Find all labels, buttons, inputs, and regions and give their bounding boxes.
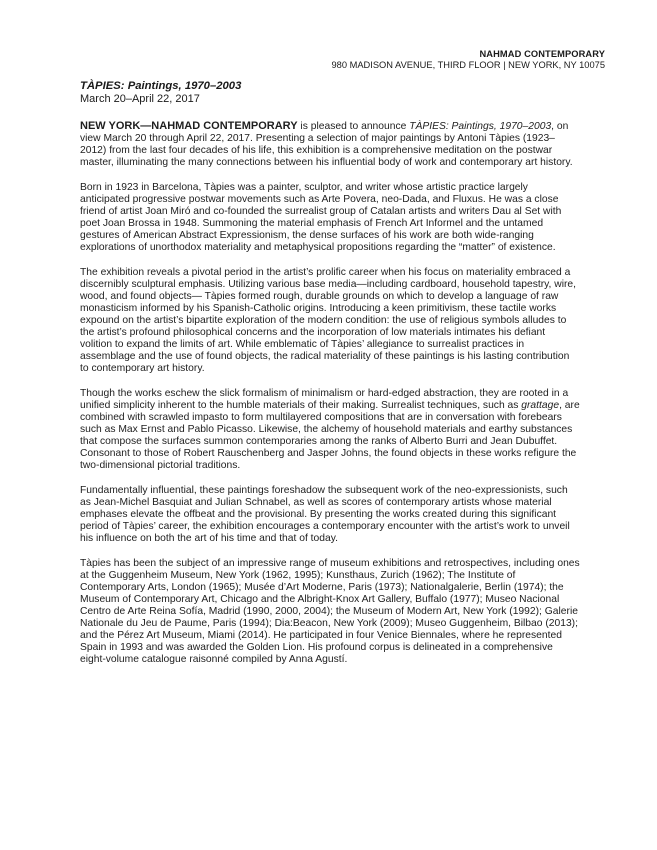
exhibition-header <box>80 80 241 106</box>
paragraph-influence: Fundamentally influential, these paintings foreshadow the subsequent work of the neo-expressionists, such as Jean-Michel Basquiat and Julian Schnabel, as well as scores of contemporary artists whose material emphases elevate the offbeat and the provisional. By presenting the works created during this significant period of Tàpies’ career, the exhibition encourages a contemporary encounter with the artist’s work to unveil his influence on both the art of his time and that of today. <box>80 485 570 544</box>
techniques-text-a: Though the works eschew the slick formalism of minimalism or hard-edged abstraction, they are rooted in a unified simplicity inherent to the humble materials of their making. Surrealist techniques, such as <box>80 388 569 411</box>
gallery-address: 980 MADISON AVENUE, THIRD FLOOR | NEW YORK, NY 10075 <box>331 60 605 70</box>
letterhead <box>332 49 606 71</box>
paragraph-biography: Born in 1923 in Barcelona, Tàpies was a painter, sculptor, and writer whose artistic practice largely anticipated progressive postwar movements such as Arte Povera, neo-Dada, and Fluxus. He was a close friend of artist Joan Miró and co-founded the surrealist group of Catalan artists and writers Dau al Set with poet Joan Brossa in 1948. Summoning the material emphasis of French Art Informel and the untamed gestures of American Abstract Expressionism, the dense surfaces of his work are both wide-ranging explorations of unorthodox materiality and metaphysical propositions regarding the “matter” of existence. <box>80 182 562 253</box>
techniques-term: grattage <box>521 400 560 411</box>
press-release-body <box>80 120 580 679</box>
intro-text-a: is pleased to announce <box>297 121 410 132</box>
intro-text-b: , on view March 20 through April 22, 2017. Presenting a selection of major paintings by Antoni Tàpies (1923–2012) from the last four decades of his life, this exhibition is a comprehensive meditation on the postwar master, illuminating the many connections between his influential body of work and contemporary art history. <box>80 121 573 168</box>
intro-title: TÀPIES: Paintings, 1970–2003 <box>409 121 552 132</box>
paragraph-techniques <box>80 388 580 472</box>
paragraph-intro <box>80 120 580 169</box>
paragraph-exhibition: The exhibition reveals a pivotal period in the artist’s prolific career when his focus on materiality embraced a discernibly sculptural emphasis. Utilizing various base media—including cardboard, household tapestry, wire, wood, and found objects— Tàpies formed rough, durable grounds on which to develop a language of raw monasticism informed by his Spanish-Catholic origins. Introducing a keen primitivism, these tactile works expound on the artist’s bipartite exploration of the modern condition: the use of religious symbols alludes to the artist’s profound philosophical concerns and the incorporation of low materials intimates his defiant volition to expand the limits of art. While emblematic of Tàpies’ allegiance to surrealist practices in assemblage and the use of found objects, the radical materiality of these paintings is his lasting contribution to contemporary art history. <box>80 267 577 374</box>
paragraph-exhibitions-history: Tàpies has been the subject of an impressive range of museum exhibitions and retrospectives, including ones at the Guggenheim Museum, New York (1962, 1995); Kunsthaus, Zurich (1962); The Institute of Contemporary Arts, London (1965); Musée d’Art Moderne, Paris (1973); Nationalgalerie, Berlin (1974); the Museum of Contemporary Art, Chicago and the Albright-Knox Art Gallery, Buffalo (1977); Museo Nacional Centro de Arte Reina Sofía, Madrid (1990, 2000, 2004); the Museum of Modern Art, New York (1992); Galerie Nationale du Jeu de Paume, Paris (1994); Dia:Beacon, New York (2009); Museo Guggenheim, Bilbao (2013); and the Pérez Art Museum, Miami (2014). He participated in four Venice Biennales, where he represented Spain in 1993 and was awarded the Golden Lion. His profound corpus is delineated in a comprehensive eight-volume catalogue raisonné compiled by Anna Agustí. <box>80 558 580 665</box>
exhibition-dates: March 20–April 22, 2017 <box>80 93 200 105</box>
exhibition-title: TÀPIES: Paintings, 1970–2003 <box>80 80 242 92</box>
gallery-name: NAHMAD CONTEMPORARY <box>479 49 605 59</box>
techniques-text-b: , are combined with scrawled impasto to form multilayered compositions that are in conversation with forebears such as Max Ernst and Pablo Picasso. Likewise, the alchemy of household materials and earthy substances that compose the surfaces summon contemporaries among the ranks of Alberto Burri and Jean Dubuffet. Consonant to those of Robert Rauschenberg and Jasper Johns, the found objects in these works refigure the two-dimensional pictorial traditions. <box>80 400 580 471</box>
dateline: NEW YORK—NAHMAD CONTEMPORARY <box>80 120 298 132</box>
